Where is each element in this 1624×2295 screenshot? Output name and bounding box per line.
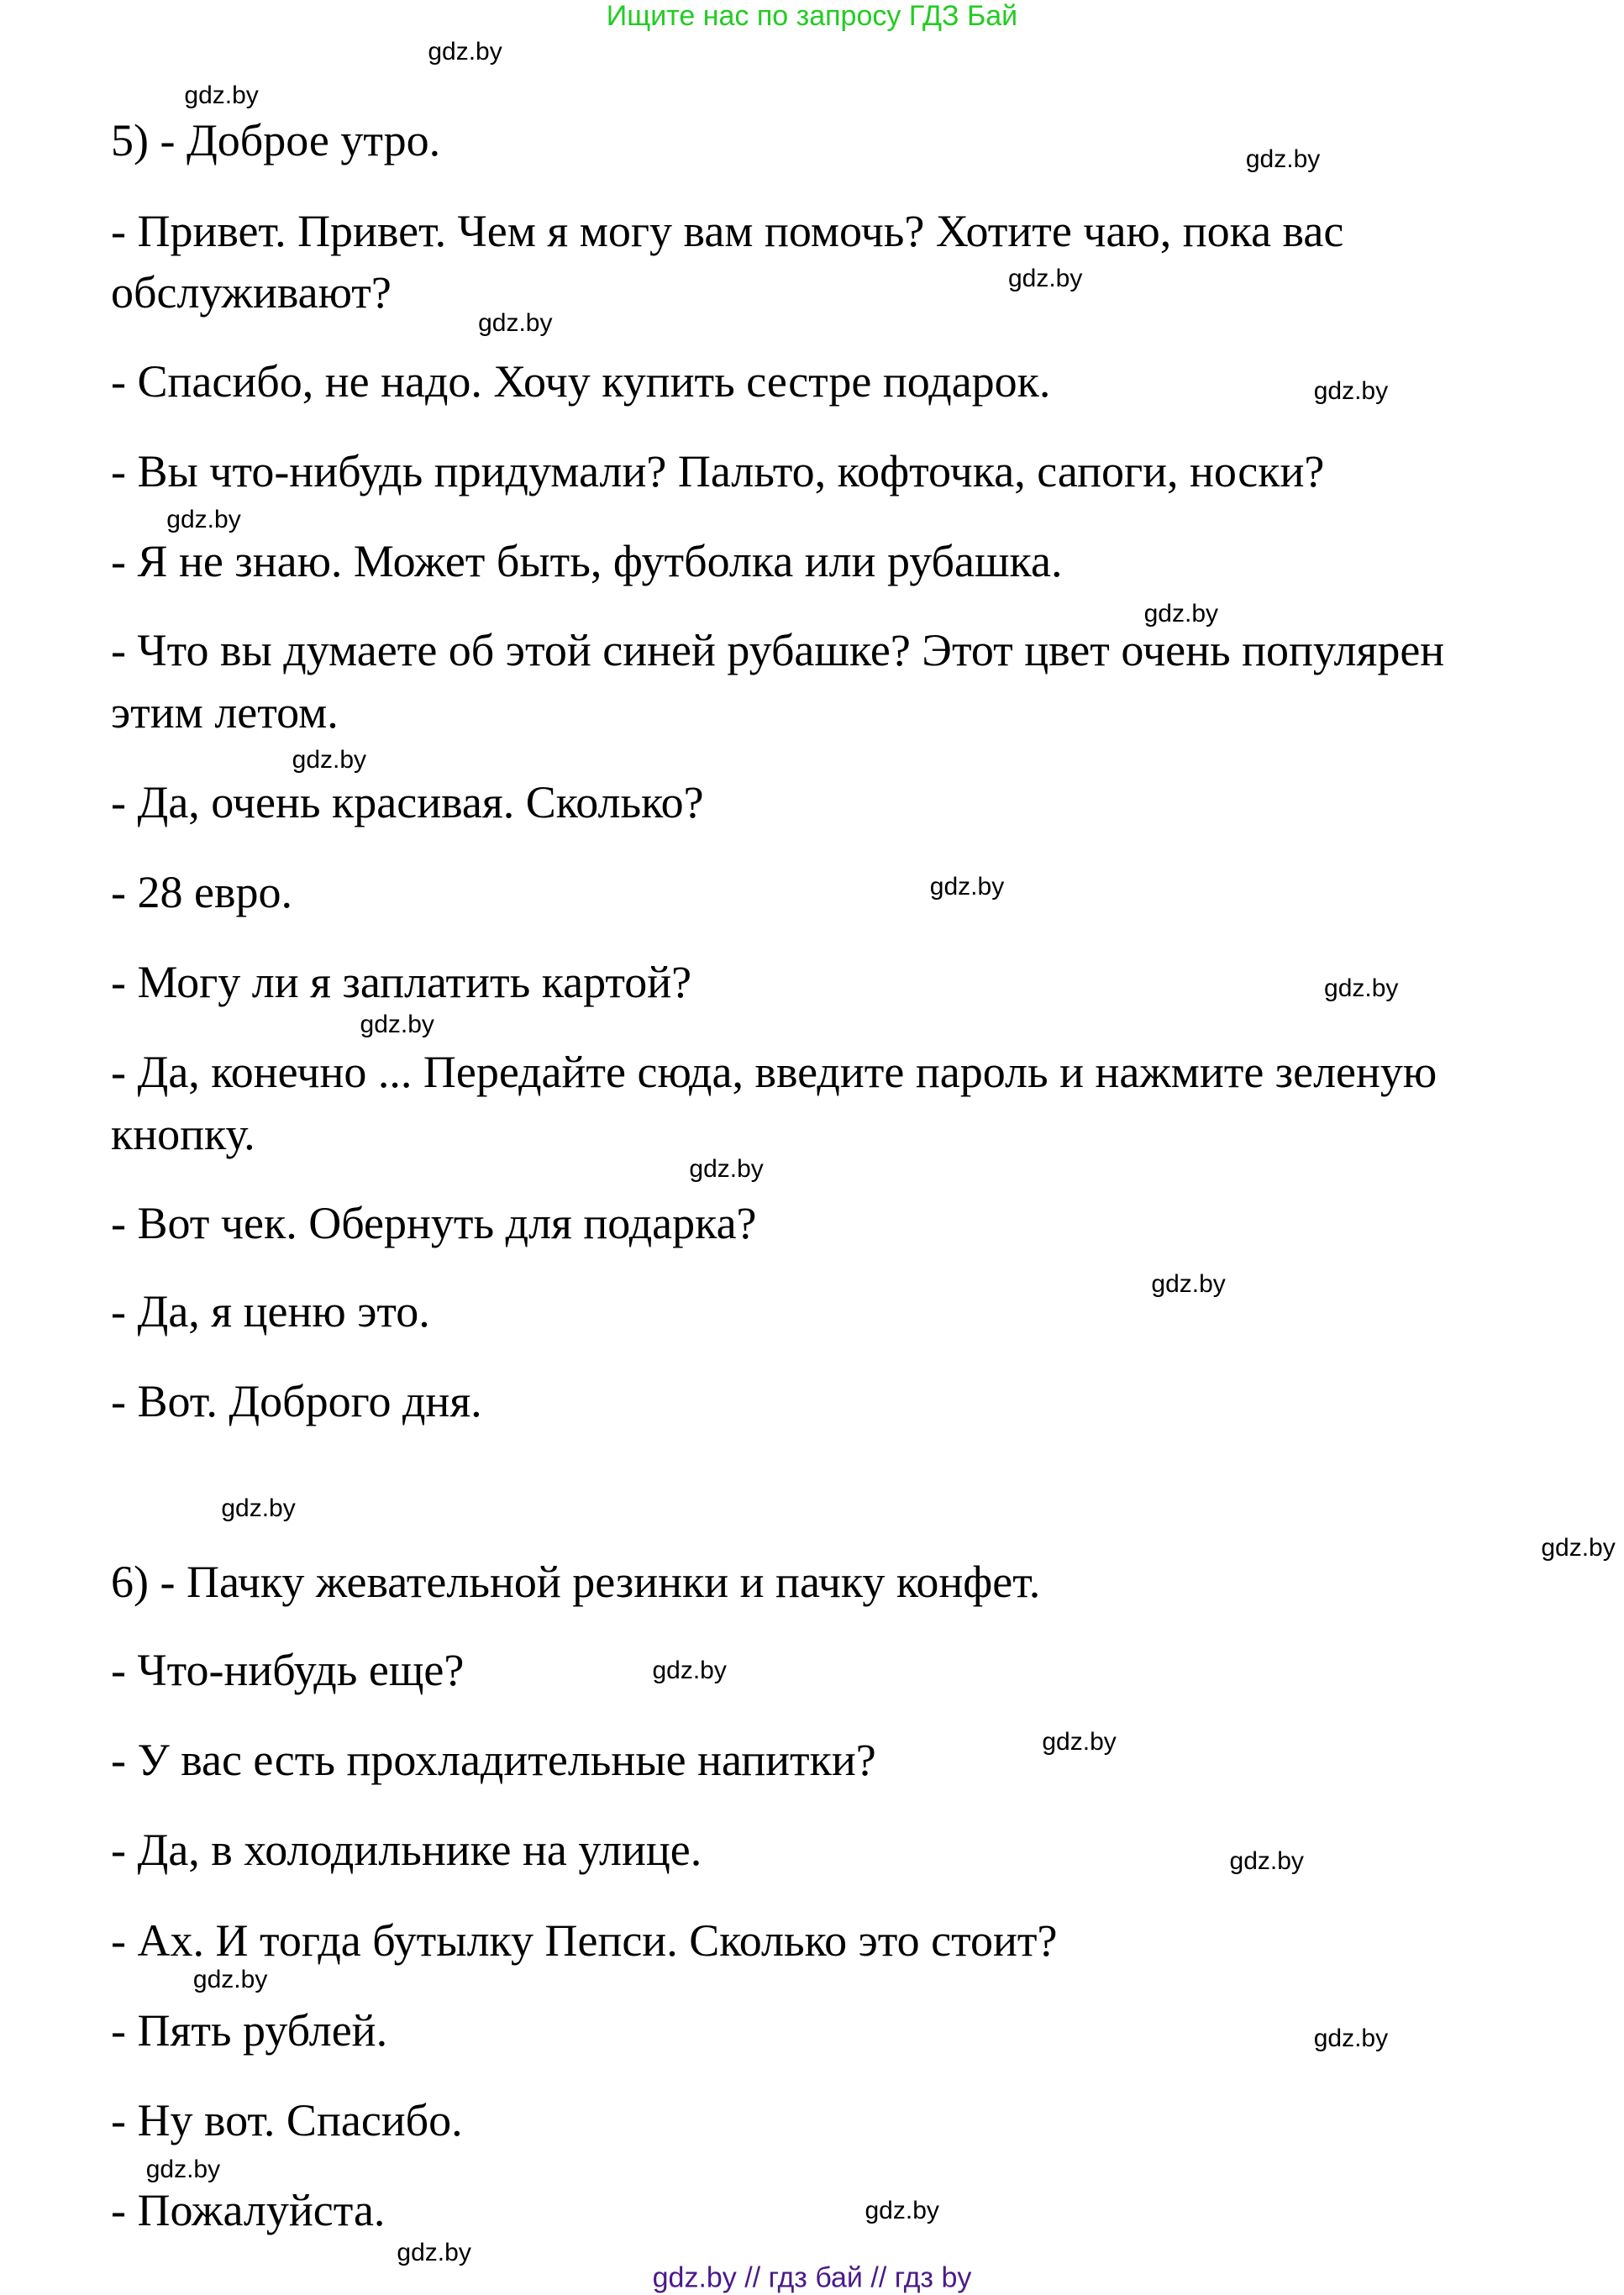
watermark-text: gdz.by — [360, 1010, 434, 1038]
dialogue-line: - Ну вот. Спасибо. — [111, 2094, 463, 2145]
dialogue-line: - Что-нибудь еще? — [111, 1644, 465, 1695]
dialogue-line: - Вот. Доброго дня. — [111, 1376, 482, 1427]
dialogue-line: обслуживают? — [111, 267, 392, 318]
watermark-text: gdz.by — [652, 1657, 727, 1685]
dialogue-line: - Да, очень красивая. Сколько? — [111, 776, 704, 827]
watermark-text: gdz.by — [1313, 2024, 1389, 2052]
dialogue-line: - Могу ли я заплатить картой? — [111, 957, 692, 1008]
dialogue-line: - Пожалуйста. — [111, 2185, 386, 2236]
watermark-text: gdz.by — [221, 1494, 296, 1522]
dialogue-line: - У вас есть прохладительные напитки? — [111, 1735, 876, 1786]
watermark-text: gdz.by — [1143, 600, 1219, 628]
dialogue-line: - Вы что-нибудь придумали? Пальто, кофточка, сапоги, носки? — [111, 446, 1325, 497]
watermark-text: gdz.by — [292, 745, 367, 774]
dialogue-line: - Да, я ценю это. — [111, 1285, 430, 1337]
watermark-text: gdz.by — [166, 505, 241, 533]
watermark-text: gdz.by — [428, 37, 502, 66]
watermark-text: gdz.by — [1042, 1727, 1117, 1756]
dialogue-line: этим летом. — [111, 686, 339, 738]
dialogue-line: - Ах. И тогда бутылку Пепси. Сколько это стоит? — [111, 1914, 1058, 1966]
dialogue-line: - Я не знаю. Может быть, футболка или рубашка. — [111, 536, 1063, 587]
dialogue-line: - Спасибо, не надо. Хочу купить сестре подарок. — [111, 355, 1051, 407]
watermark-text: gdz.by — [1245, 144, 1321, 173]
promo-header: Ищите нас по запросу ГДЗ Бай — [606, 0, 1018, 32]
dialogue-line: - Да, в холодильнике на улице. — [111, 1825, 702, 1876]
watermark-text: gdz.by — [1007, 265, 1083, 293]
watermark-text: gdz.by — [1151, 1269, 1226, 1298]
watermark-text: gdz.by — [397, 2238, 471, 2266]
watermark-text: gdz.by — [192, 1965, 268, 1993]
watermark-text: gdz.by — [1541, 1534, 1616, 1562]
watermark-text: gdz.by — [1229, 1846, 1304, 1875]
dialogue-line: - Привет. Привет. Чем я могу вам помочь? Хотите чаю, пока вас — [111, 205, 1344, 256]
dialogue-line: - Вот чек. Обернуть для подарка? — [111, 1197, 757, 1248]
watermark-text: gdz.by — [865, 2197, 939, 2225]
exercise-heading-line: 6) - Пачку жевательной резинки и пачку конфет. — [111, 1556, 1041, 1607]
watermark-text: gdz.by — [689, 1154, 764, 1183]
watermark-text: gdz.by — [1324, 974, 1399, 1003]
dialogue-line: - Да, конечно ... Передайте сюда, введите пароль и нажмите зеленую — [111, 1047, 1437, 1098]
watermark-text: gdz.by — [184, 81, 259, 110]
dialogue-line: кнопку. — [111, 1109, 255, 1160]
promo-footer: gdz.by // гдз бай // гдз by — [652, 2261, 972, 2294]
watermark-text: gdz.by — [929, 873, 1005, 901]
dialogue-line: - Что вы думаете об этой синей рубашке? Этот цвет очень популярен — [111, 624, 1445, 675]
watermark-text: gdz.by — [478, 308, 553, 337]
watermark-text: gdz.by — [1313, 376, 1389, 405]
watermark-text: gdz.by — [145, 2156, 221, 2184]
dialogue-line: - 28 евро. — [111, 866, 292, 917]
exercise-heading-line: 5) - Доброе утро. — [111, 115, 441, 166]
dialogue-line: - Пять рублей. — [111, 2004, 388, 2056]
